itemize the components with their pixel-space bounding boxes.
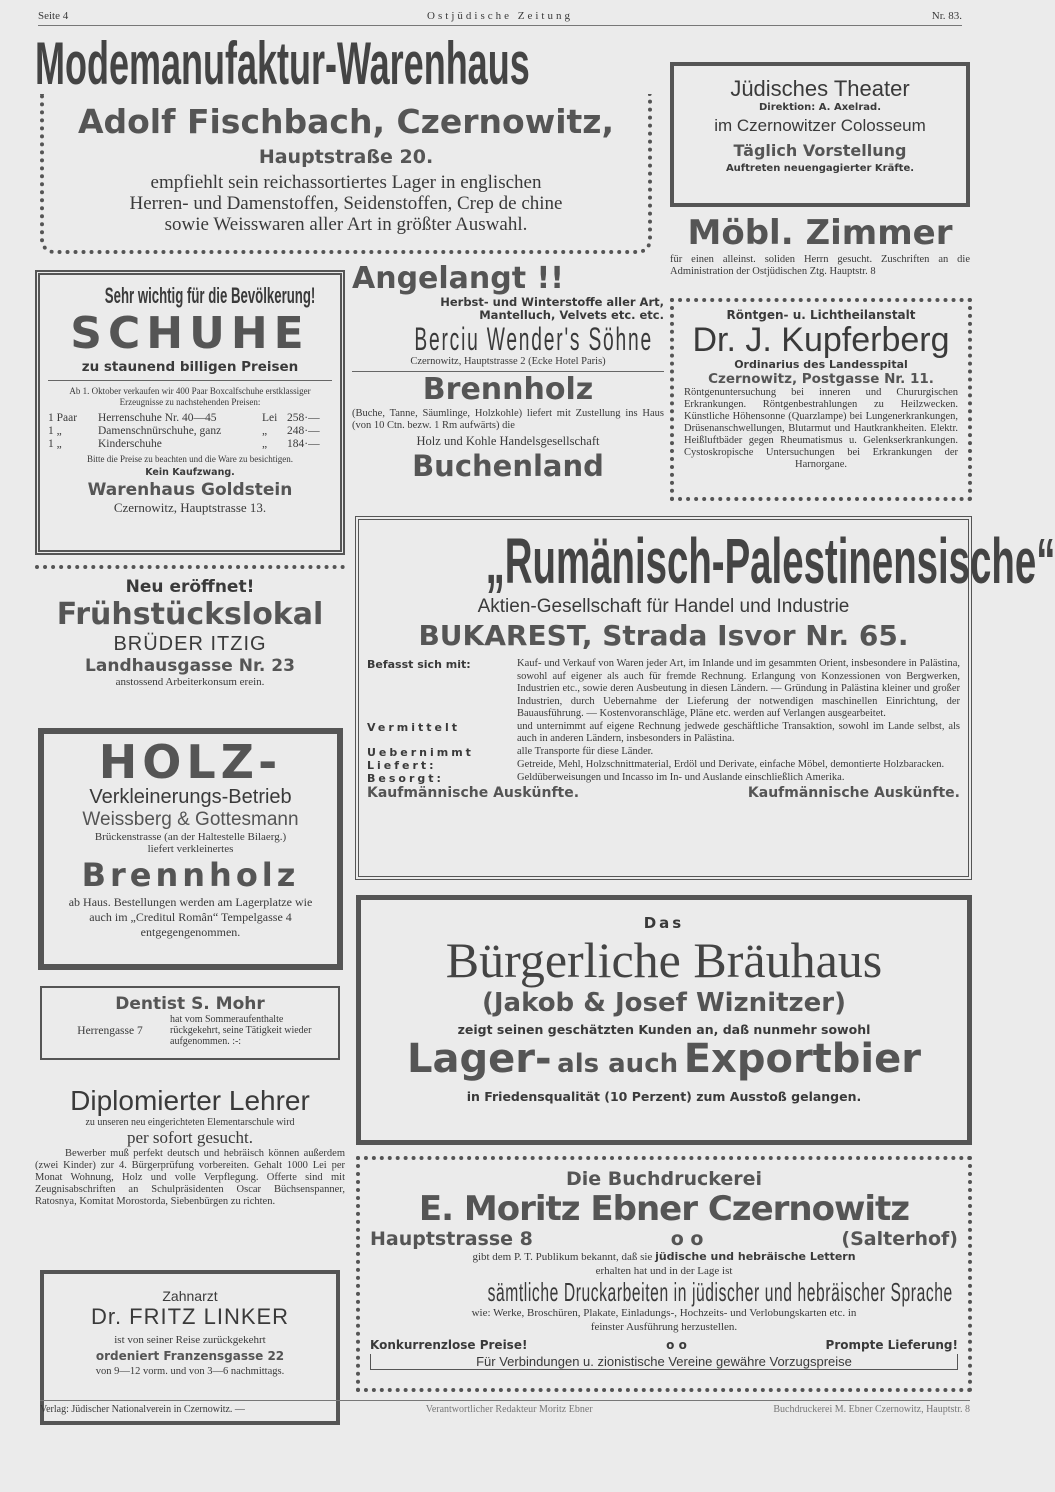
footer-right: Kaufmännische Auskünfte. — [747, 784, 960, 801]
currency: „ — [262, 425, 268, 437]
ad-dentist — [40, 986, 340, 1060]
issue-number: Nr. 83. — [931, 10, 962, 22]
separator: o o — [666, 1338, 687, 1352]
item: Kinderschuhe — [98, 438, 162, 450]
schuhe-sub: zu staunend billigen Preisen — [81, 359, 299, 375]
company-title: „Rumänisch-Palestinensische“ — [485, 525, 1055, 597]
firm-name: Adolf Fischbach, Czernowitz, — [77, 102, 615, 141]
dentist-title: Dentist S. Mohr — [115, 994, 265, 1014]
brennholz-text: (Buche, Tanne, Säumlinge, Holzkohle) liefert mit Zustellung ins Haus (von 10 Ctn. bezw. 1 Rm aufwärts) die — [352, 408, 664, 431]
schuhe-intro: Ab 1. Oktober verkaufen wir 400 Paar Boxcalfschuhe erstklassiger Erzeugnisse zu nachstehenden Preisen: — [69, 386, 311, 407]
no-compulsion: Kein Kaufzwang. — [145, 467, 235, 478]
ad-buchdruckerei — [356, 1156, 972, 1392]
page-header — [38, 4, 962, 26]
brennholz-title: Brennholz — [422, 372, 594, 407]
zimmer-title: Möbl. Zimmer — [687, 213, 953, 253]
ad-holz — [38, 728, 343, 970]
holz-delivers: liefert verkleinertes — [147, 843, 234, 855]
info-row — [367, 658, 960, 721]
neu-note: anstossend Arbeiterkonsum erein. — [115, 676, 265, 688]
angelangt-address: Czernowitz, Hauptstrasse 2 (Ecke Hotel Paris) — [410, 356, 606, 367]
theater-title: Jüdisches Theater — [730, 76, 910, 101]
page-footer — [40, 1400, 970, 1415]
ad-zimmer — [670, 212, 970, 278]
druck-text2: erhalten hat und in der Lage ist — [595, 1265, 733, 1277]
currency: „ — [262, 438, 268, 450]
druck-text1: gibt dem P. T. Publikum bekannt, daß sie — [472, 1251, 653, 1263]
footer-left: Kaufmännische Auskünfte. — [367, 784, 580, 801]
roentgen-head: Röntgen- u. Lichtheilanstalt — [726, 308, 916, 322]
schuhe-address: Czernowitz, Hauptstrasse 13. — [113, 500, 267, 515]
qty: 1 „ — [48, 425, 62, 437]
ad-modemanufaktur — [35, 30, 657, 256]
company-city: BUKAREST, Strada Isvor Nr. 65. — [418, 619, 909, 652]
qty: 1 „ — [48, 438, 62, 450]
ad-theater — [670, 62, 970, 207]
zimmer-text: für einen alleinst. soliden Herrn gesucht. Zuschriften an die Administration der Ostjüdischen Ztg. Hauptstr. 8 — [670, 254, 970, 277]
schuhe-firm: Warenhaus Goldstein — [87, 480, 293, 500]
braeu-title: Bürgerliche Bräuhaus — [445, 932, 883, 988]
info-row — [367, 721, 960, 746]
ad-fruehstueck — [35, 565, 345, 688]
price: 248·— — [287, 425, 320, 437]
price-row — [48, 412, 332, 425]
ad-title: Modemanufaktur-Warenhaus — [35, 30, 530, 97]
brennholz-name: Buchenland — [412, 449, 604, 483]
ad-schuhe — [35, 270, 345, 555]
druck-hof: (Salterhof) — [841, 1228, 958, 1250]
holz-title: HOLZ- — [98, 735, 283, 789]
braeu-das: Das — [643, 914, 685, 932]
druck-big: sämtliche Druckarbeiten in jüdischer und hebräischer Sprache — [487, 1277, 953, 1307]
zahnarzt-address: ordeniert Franzensgasse 22 — [95, 1349, 285, 1363]
als-auch: als auch — [557, 1049, 679, 1079]
info-row — [367, 772, 960, 785]
angelangt-firm: Berciu Wender's Söhne — [414, 321, 653, 357]
holz-firm: Weissberg & Gottesmann — [82, 809, 299, 830]
price-row — [48, 425, 332, 438]
zahnarzt-hours: von 9—12 vorm. und von 3—6 nachmittags. — [95, 1366, 285, 1377]
braeu-text: zeigt seinen geschätzten Kunden an, daß nunmehr sowohl — [457, 1022, 871, 1037]
zahnarzt-title: Zahnarzt — [162, 1288, 218, 1304]
page-number: Seite 4 — [38, 10, 69, 22]
theater-daily: Täglich Vorstellung — [733, 141, 907, 160]
ad-braeuhaus — [356, 895, 972, 1145]
lehrer-text: Bewerber muß perfekt deutsch und hebräisch können außerdem (zwei Kinder) zur 4. Bürgerprüfung vorbereiten. Gehalt 1000 Lei per Monat Wohnung, Holz und volle Verpflegung. Offerte sind mit Zeugnisabschriften an Schulpräsidenten Oscar Büchsenspanner, Ratosnya, Komitat Morostorda, Siebenbürgen zu richten. — [35, 1148, 345, 1207]
zahnarzt-text: ist von seiner Reise zurückgekehrt — [114, 1334, 266, 1346]
neu-title: Frühstückslokal — [56, 597, 324, 632]
theater-artists: Auftreten neuengagierter Kräfte. — [725, 163, 915, 174]
druck-right: Prompte Lieferung! — [825, 1338, 958, 1352]
ad-angelangt — [352, 262, 664, 483]
row-text: Geldüberweisungen und Incasso im In- und Auslande einschließlich Amerika. — [517, 771, 845, 783]
druck-text3: wie: Werke, Broschüren, Plakate, Einladungs-, Hochzeits- und Verlobungskarten etc. in feinster Ausführung herzustellen. — [471, 1307, 857, 1333]
braeu-quality: in Friedensqualität (10 Perzent) zum Ausstoß gelangen. — [466, 1089, 862, 1104]
footer-printer: Buchdruckerei M. Ebner Czernowitz, Hauptstr. 8 — [773, 1404, 970, 1415]
footer-editor: Verantwortlicher Redakteur Moritz Ebner — [425, 1404, 593, 1415]
price: 184·— — [287, 438, 320, 450]
item: Damenschnürschuhe, ganz — [98, 425, 222, 437]
info-row — [367, 759, 960, 772]
row-label: Besorgt: — [367, 771, 444, 785]
ad-lehrer — [35, 1085, 345, 1208]
dentist-street: Herrengasse 7 — [77, 1024, 143, 1037]
row-label: Befasst sich mit: — [367, 658, 471, 671]
exportbier: Exportbier — [683, 1036, 921, 1082]
doctor-name: Dr. J. Kupferberg — [692, 321, 950, 359]
doctor-role: Ordinarius des Landesspital — [734, 358, 908, 371]
row-label: Liefert: — [367, 758, 437, 772]
braeu-owners: (Jakob & Josef Wiznitzer) — [482, 988, 846, 1018]
lehrer-sought: per sofort gesucht. — [126, 1128, 254, 1147]
neu-firm: BRÜDER ITZIG — [113, 633, 267, 655]
angelangt-text: Herbst- und Winterstoffe aller Art, Mantelluch, Velvets etc. etc. — [440, 295, 664, 322]
company-sub: Aktien-Gesellschaft für Handel und Industrie — [477, 596, 850, 617]
holz-sub: Verkleinerungs-Betrieb — [89, 786, 292, 808]
brennholz-firm: Holz und Kohle Handelsgesellschaft — [416, 434, 600, 448]
schuhe-top: Sehr wichtig für die Bevölkerung! — [104, 283, 316, 308]
street: Hauptstraße 20. — [258, 146, 434, 168]
doctor-address: Czernowitz, Postgasse Nr. 11. — [708, 371, 934, 387]
qty: 1 Paar — [48, 412, 78, 424]
row-label: Vermittelt — [367, 720, 461, 734]
schuhe-title: SCHUHE — [70, 308, 310, 359]
angelangt-title: Angelangt !! — [352, 261, 564, 296]
newspaper-name: Ostjüdische Zeitung — [427, 10, 573, 22]
theater-direction: Direktion: A. Axelrad. — [758, 102, 881, 113]
dentist-text: hat vom Sommeraufenthalte rückgekehrt, seine Tätigkeit wieder aufgenommen. :-: — [170, 1014, 312, 1047]
footer-publisher: Verlag: Jüdischer Nationalverein in Czernowitz. — — [40, 1404, 245, 1415]
zahnarzt-name: Dr. FRITZ LINKER — [90, 1304, 290, 1329]
theater-venue: im Czernowitzer Colosseum — [714, 116, 926, 135]
druck-left: Konkurrenzlose Preise! — [370, 1338, 528, 1352]
lager: Lager- — [407, 1036, 552, 1082]
row-text: und unternimmt auf eigene Rechnung jedwede geschäftliche Transaktion, sowohl im Lande selbst, als auch in anderen Ländern, insbesonders in Palästina. — [517, 720, 960, 744]
lehrer-line: zu unseren neu eingerichteten Elementarschule wird — [85, 1117, 295, 1128]
item: Herrenschuhe Nr. 40—45 — [98, 412, 217, 424]
holz-address: Brückenstrasse (an der Haltestelle Bilaerg.) — [94, 831, 287, 843]
druck-street: Hauptstrasse 8 — [370, 1228, 533, 1250]
druck-head: Die Buchdruckerei — [565, 1168, 763, 1190]
row-text: Kauf- und Verkauf von Waren jeder Art, im Inlande und im gesammten Orient, insbesondere in Palästina, sowohl auf eigener als auch für fremde Rechnung. Erlangung von Konzessionen von Bergwerken, Industrien etc., sowie deren Ausbeutung in diesen Ländern. — Gründung in Palästina kleiner und großer Industrien, durch Uebernahme der Lieferung der notwendigen maschinellen Einrichtung, der Bauausführung. — Kostenvoranschläge, Pläne etc. werden auf Verlangen ausgearbeitet. — [517, 658, 960, 719]
ad-rumaenisch — [355, 516, 1055, 880]
price-row — [48, 438, 332, 451]
description: empfiehlt sein reichassortiertes Lager in englischen Herren- und Damenstoffen, Seidenstoffen, Crep de chine sowie Weisswaren aller Art in größter Auswahl. — [129, 172, 563, 235]
currency: Lei — [262, 412, 278, 424]
price-list — [48, 412, 332, 451]
row-text: Getreide, Mehl, Holzschnittmaterial, Erdöl und Derivate, einfache Möbel, demontierte Holzbaracken. — [517, 758, 945, 770]
roentgen-text: Röntgenuntersuchung bei inneren und Chururgischen Erkrankungen. Röntgenbestrahlungen zu Heilzwecken. Künstliche Höhensonne (Quarzlampe) bei Lungenerkrankungen, Drüsenanschwellungen, Blutarmut und Hautkrankheiten. Elektr. Heißluftbäder gegen Rheumatismus u. Gelenkserkrankungen. Cystoskropische Untersuchungen bei Erkrankungen der Harnorgane. — [684, 387, 958, 470]
neu-street: Landhausgasse Nr. 23 — [85, 656, 295, 676]
row-text: alle Transporte für diese Länder. — [517, 745, 654, 757]
ad-roentgen — [670, 298, 972, 501]
lehrer-title: Diplomierter Lehrer — [70, 1085, 310, 1116]
neu-top: Neu eröffnet! — [125, 577, 255, 597]
info-row — [367, 746, 960, 759]
separator: o o — [670, 1228, 704, 1250]
schuhe-note: Bitte die Preise zu beachten und die Ware zu besichtigen. — [86, 454, 294, 464]
holz-product: Brennholz — [81, 856, 300, 894]
holz-text: ab Haus. Bestellungen werden am Lagerplatze wie auch im „Creditul Român“ Tempelgasse 4 entgegengenommen. — [68, 895, 313, 939]
druck-firm: E. Moritz Ebner Czernowitz — [418, 1189, 910, 1229]
druck-vz: Für Verbindungen u. zionistische Vereine gewähre Vorzugspreise — [370, 1354, 958, 1370]
price: 258·— — [287, 412, 320, 424]
druck-bold: jüdische und hebräische Lettern — [655, 1250, 856, 1263]
row-label: Uebernimmt — [367, 745, 474, 759]
